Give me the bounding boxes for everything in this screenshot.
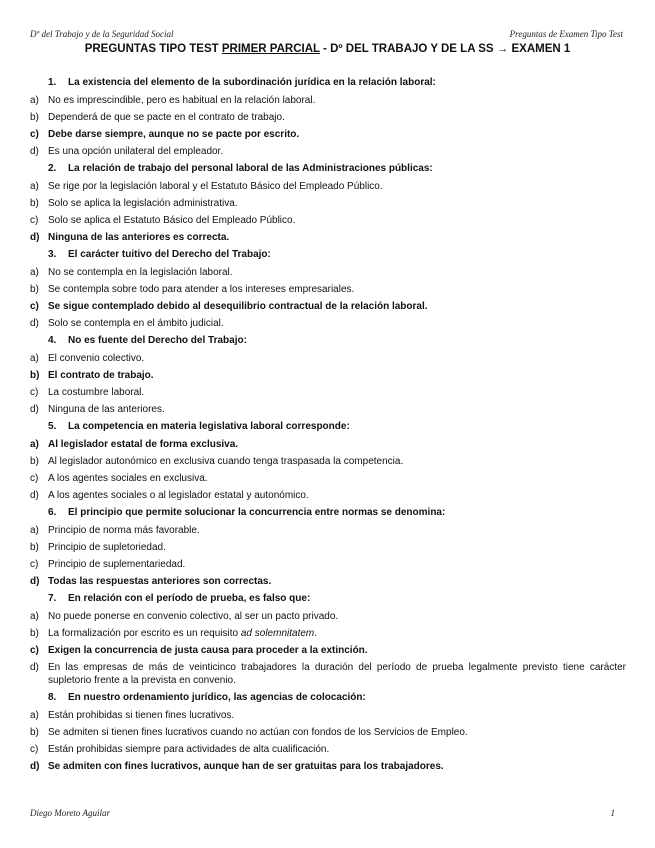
option-text [48, 283, 626, 296]
question-title [30, 420, 626, 433]
option-letter: a) [30, 181, 39, 192]
option-letter: c) [30, 215, 39, 226]
option-letter: c) [30, 129, 39, 140]
option-text [48, 128, 626, 141]
option-letter: a) [30, 95, 39, 106]
answer-option [30, 145, 626, 158]
answer-option [30, 111, 626, 124]
option-text-main: Principio de suplementariedad. [48, 559, 186, 570]
option-letter: b) [30, 370, 40, 381]
question-block [30, 76, 626, 158]
option-text-main: Principio de supletoriedad. [48, 542, 166, 553]
question-text: En relación con el período de prueba, es falso que: [68, 593, 311, 604]
option-text-main: Se admiten con fines lucrativos, aunque han de ser gratuitas para los trabajadores. [48, 761, 444, 772]
answer-option [30, 726, 626, 739]
answer-option [30, 438, 626, 451]
option-text-main: Solo se aplica la legislación administrativa. [48, 198, 238, 209]
question-list [30, 76, 626, 777]
option-text [48, 661, 626, 687]
question-number: 8. [48, 692, 57, 703]
option-text [48, 438, 626, 451]
option-text [48, 558, 626, 571]
option-text [48, 214, 626, 227]
option-text [48, 709, 626, 722]
option-text-main: En las empresas de más de veinticinco trabajadores la duración del período de prueba legalmente previsto tiene carácter supletorio frente a la prevista en convenio. [48, 662, 626, 686]
option-letter: d) [30, 662, 39, 673]
option-text [48, 743, 626, 756]
option-text-main: Al legislador estatal de forma exclusiva. [48, 439, 239, 450]
option-text [48, 575, 626, 588]
option-text [48, 541, 626, 554]
question-text: No es fuente del Derecho del Trabajo: [68, 335, 247, 346]
option-text-main: Solo se aplica el Estatuto Básico del Empleado Público. [48, 215, 296, 226]
option-text-italic: ad solemnitatem [240, 628, 315, 639]
question-title [30, 76, 626, 89]
question-number: 1. [48, 77, 57, 88]
option-letter: a) [30, 353, 39, 364]
option-text-main: Están prohibidas si tienen fines lucrativos. [48, 710, 235, 721]
question-block [30, 162, 626, 244]
question-block [30, 248, 626, 330]
answer-option [30, 94, 626, 107]
answer-option [30, 489, 626, 502]
option-letter: a) [30, 525, 39, 536]
answer-option [30, 558, 626, 571]
option-text [48, 231, 626, 244]
option-letter: d) [30, 404, 39, 415]
title-suffix: - Dº DEL TRABAJO Y DE LA SS → EXAMEN 1 [319, 43, 571, 55]
option-text [48, 180, 626, 193]
option-text-main: A los agentes sociales en exclusiva. [48, 473, 208, 484]
option-text [48, 610, 626, 623]
question-number: 5. [48, 421, 57, 432]
option-letter: c) [30, 473, 39, 484]
option-text [48, 111, 626, 124]
answer-option [30, 644, 626, 657]
option-letter: b) [30, 456, 39, 467]
answer-option [30, 575, 626, 588]
option-text [48, 145, 626, 158]
question-title [30, 334, 626, 347]
question-text: La relación de trabajo del personal laboral de las Administraciones públicas: [68, 163, 433, 174]
option-letter: c) [30, 645, 39, 656]
option-text-main: Todas las respuestas anteriores son correctas. [48, 576, 272, 587]
answer-option [30, 317, 626, 330]
answer-option [30, 283, 626, 296]
answer-option [30, 760, 626, 773]
answer-option [30, 128, 626, 141]
footer-page-number: 1 [610, 808, 615, 818]
option-text [48, 352, 626, 365]
question-title [30, 162, 626, 175]
question-number: 4. [48, 335, 57, 346]
answer-option [30, 472, 626, 485]
answer-option [30, 266, 626, 279]
option-text-main: El contrato de trabajo. [48, 370, 154, 381]
title-underlined: PRIMER PARCIAL [221, 43, 320, 55]
option-letter: b) [30, 628, 39, 639]
option-letter: b) [30, 727, 39, 738]
option-text-main: Se admiten si tienen fines lucrativos cuando no actúan con fondos de los Servicios de Empleo. [48, 727, 468, 738]
option-text [48, 94, 626, 107]
question-number: 3. [48, 249, 57, 260]
question-text: La existencia del elemento de la subordinación jurídica en la relación laboral: [68, 77, 436, 88]
answer-option [30, 610, 626, 623]
option-text-after: . [314, 628, 318, 639]
option-letter: b) [30, 284, 39, 295]
answer-option [30, 300, 626, 313]
option-text-main: Exigen la concurrencia de justa causa para proceder a la extinción. [48, 645, 368, 656]
option-letter: b) [30, 198, 39, 209]
option-text-main: Se sigue contemplado debido al desequilibrio contractual de la relación laboral. [48, 301, 428, 312]
option-letter: d) [30, 146, 39, 157]
option-text [48, 472, 626, 485]
option-text [48, 760, 626, 773]
title-prefix: PREGUNTAS TIPO TEST [84, 43, 222, 55]
question-title [30, 592, 626, 605]
question-block [30, 506, 626, 588]
option-text-main: No puede ponerse en convenio colectivo, al ser un pacto privado. [48, 611, 339, 622]
option-text-main: Ninguna de las anteriores. [48, 404, 165, 415]
option-letter: d) [30, 318, 39, 329]
option-letter: d) [30, 761, 40, 772]
answer-option [30, 709, 626, 722]
option-letter: d) [30, 576, 40, 587]
option-text [48, 524, 626, 537]
answer-option [30, 231, 626, 244]
option-text-main: Al legislador autonómico en exclusiva cuando tenga traspasada la competencia. [48, 456, 404, 467]
option-text [48, 403, 626, 416]
option-text-main: No se contempla en la legislación laboral. [48, 267, 233, 278]
question-title [30, 248, 626, 261]
option-text-main: No es imprescindible, pero es habitual en la relación laboral. [48, 95, 316, 106]
option-letter: a) [30, 267, 39, 278]
option-text [48, 317, 626, 330]
question-number: 7. [48, 593, 57, 604]
option-text-main: Están prohibidas siempre para actividades de alta cualificación. [48, 744, 330, 755]
option-text-main: Solo se contempla en el ámbito judicial. [48, 318, 224, 329]
document-title [0, 43, 655, 55]
question-text: En nuestro ordenamiento jurídico, las agencias de colocación: [68, 692, 366, 703]
option-text-main: El convenio colectivo. [48, 353, 145, 364]
option-text [48, 369, 626, 382]
option-letter: c) [30, 387, 39, 398]
footer-author: Diego Moreto Aguilar [30, 808, 110, 818]
option-text-main: A los agentes sociales o al legislador estatal y autonómico. [48, 490, 309, 501]
question-title [30, 506, 626, 519]
answer-option [30, 403, 626, 416]
answer-option [30, 180, 626, 193]
running-header-left: Dº del Trabajo y de la Seguridad Social [30, 29, 174, 39]
answer-option [30, 455, 626, 468]
question-title [30, 691, 626, 704]
option-text-main: Dependerá de que se pacte en el contrato de trabajo. [48, 112, 285, 123]
answer-option [30, 369, 626, 382]
running-header-right: Preguntas de Examen Tipo Test [509, 29, 623, 39]
option-text [48, 300, 626, 313]
option-text [48, 644, 626, 657]
option-letter: b) [30, 542, 39, 553]
option-text [48, 627, 626, 640]
option-text [48, 266, 626, 279]
option-letter: d) [30, 490, 39, 501]
option-letter: b) [30, 112, 39, 123]
answer-option [30, 386, 626, 399]
question-block [30, 691, 626, 773]
option-text-main: Debe darse siempre, aunque no se pacte por escrito. [48, 129, 300, 140]
question-text: El principio que permite solucionar la concurrencia entre normas se denomina: [68, 507, 446, 518]
option-text [48, 386, 626, 399]
answer-option [30, 627, 626, 640]
answer-option [30, 541, 626, 554]
option-text-main: La costumbre laboral. [48, 387, 145, 398]
question-text: La competencia en materia legislativa laboral corresponde: [68, 421, 350, 432]
option-text-main: Ninguna de las anteriores es correcta. [48, 232, 230, 243]
answer-option [30, 352, 626, 365]
option-letter: c) [30, 559, 39, 570]
answer-option [30, 214, 626, 227]
option-text [48, 489, 626, 502]
option-text [48, 197, 626, 210]
option-text-main: Es una opción unilateral del empleador. [48, 146, 224, 157]
question-text: El carácter tuitivo del Derecho del Trabajo: [68, 249, 271, 260]
option-text [48, 726, 626, 739]
question-number: 6. [48, 507, 57, 518]
answer-option [30, 524, 626, 537]
option-letter: a) [30, 611, 39, 622]
answer-option [30, 743, 626, 756]
answer-option [30, 197, 626, 210]
option-letter: c) [30, 301, 39, 312]
option-text-main: Se contempla sobre todo para atender a los intereses empresariales. [48, 284, 355, 295]
option-text-main: La formalización por escrito es un requisito [48, 628, 241, 639]
option-letter: c) [30, 744, 39, 755]
question-number: 2. [48, 163, 57, 174]
option-letter: a) [30, 439, 39, 450]
question-block [30, 334, 626, 416]
answer-option [30, 661, 626, 687]
option-text-main: Principio de norma más favorable. [48, 525, 200, 536]
option-letter: d) [30, 232, 40, 243]
question-block [30, 420, 626, 502]
option-letter: a) [30, 710, 39, 721]
option-text-main: Se rige por la legislación laboral y el Estatuto Básico del Empleado Público. [48, 181, 383, 192]
option-text [48, 455, 626, 468]
question-block [30, 592, 626, 687]
